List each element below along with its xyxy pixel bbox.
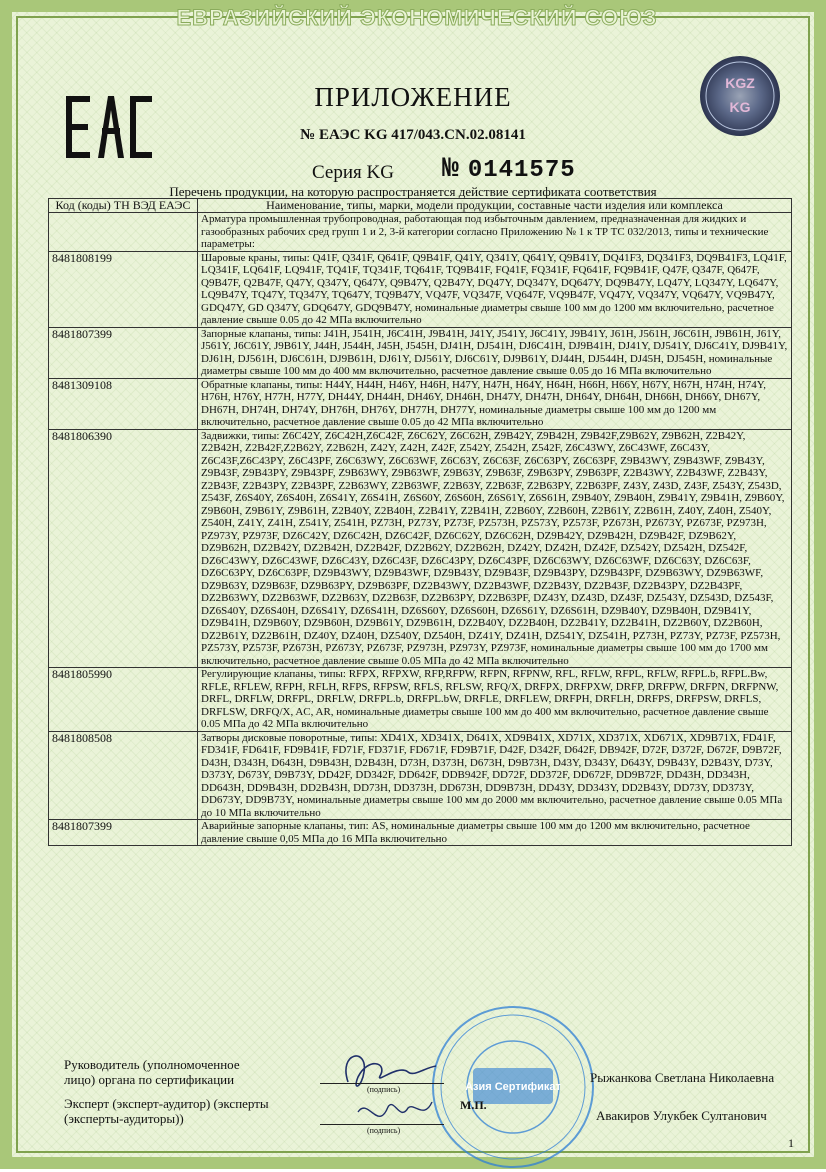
svg-text:KGZ: KGZ xyxy=(725,75,755,91)
row-code: 8481807399 xyxy=(49,327,198,378)
number-sign: № xyxy=(442,154,460,185)
row-text: Аварийные запорные клапаны, тип: AS, номинальные диаметры свыше 100 мм до 1200 мм включительно, расчетное давление свыше 0,05 МПа до 16 МПа включительно xyxy=(198,820,792,846)
seal-mark: М.П. xyxy=(460,1098,487,1112)
table-row xyxy=(49,731,792,820)
table-row xyxy=(49,378,792,429)
products-table xyxy=(48,198,792,846)
document-number: № ЕАЭС KG 417/043.CN.02.08141 xyxy=(300,127,526,143)
signature-caption-head: (подпись) xyxy=(367,1085,401,1094)
signature-line-head xyxy=(320,1083,444,1084)
row-code: 8481805990 xyxy=(49,668,198,732)
document-title: ПРИЛОЖЕНИЕ xyxy=(314,82,512,112)
stamp-text: Азия Сертификат xyxy=(465,1081,561,1093)
expert-name: Авакиров Улукбек Султанович xyxy=(596,1108,767,1123)
header-code: Код (коды) ТН ВЭД ЕАЭС xyxy=(49,199,198,213)
table-row xyxy=(49,668,792,732)
series-label: Серия KG xyxy=(312,162,394,183)
head-name: Рыжанкова Светлана Николаевна xyxy=(590,1070,775,1085)
banner-title: ЕВРАЗИЙСКИЙ ЭКОНОМИЧЕСКИЙ СОЮЗ xyxy=(176,5,658,30)
signature-line-expert xyxy=(320,1124,444,1125)
table-row xyxy=(49,820,792,846)
expert-label: Эксперт (эксперт-аудитор) (эксперты (эксперты-аудиторы)) xyxy=(64,1096,269,1126)
table-row xyxy=(49,213,792,252)
row-text: Шаровые краны, типы: Q41F, Q341F, Q641F, Q9B41F, Q41Y, Q341Y, Q641Y, Q9B41Y, DQ41F3, DQ341F3, DQ9B41F3, LQ41F, LQ341F, LQ641F, LQ941F, TQ41F, TQ341F, TQ641F, TQ9B41F, FQ41F, FQ341F, FQ641F, FQ9B41F, Q47F, Q347F, Q647F, Q9B47F, Q2B47F, Q47Y, Q347Y, Q647Y, Q9B47Y, Q2B47Y, DQ47Y, DQ347Y, DQ647Y, DQ9B47Y, LQ47Y, LQ347Y, LQ647Y, LQ9B47Y, TQ47Y, TQ347Y, TQ647Y, TQ9B47Y, VQ47F, VQ347F, VQ647F, VQ9B47F, VQ47Y, VQ347Y, VQ647Y, VQ9B47Y, GDQ47Y, GD Q347Y, GDQ647Y, GDQ9B47Y, номинальные диаметры свыше 100 мм до 1200 мм включительно, расчетное давление свыше 0.05 до 42 МПа включительно xyxy=(198,251,792,327)
head-label: Руководитель (уполномоченное лицо) органа по сертификации xyxy=(64,1057,240,1087)
certification-stamp xyxy=(428,1002,598,1172)
row-text: Затворы дисковые поворотные, типы: XD41X, XD341X, D641X, XD9B41X, XD71X, XD371X, XD671X, XD9B71X, FD41F, FD341F, FD641F, FD9B41F, FD71F, FD371F, FD671F, FD9B71F, D42F, D342F, D642F, DB942F, D72F, D372F, D672F, D9B72F, D43H, D343H, D643H, D9B43H, D2B43H, D73H, D373H, D673H, D9B73H, D43Y, D343Y, D643Y, D9B43Y, D2B43Y, D73Y, D373Y, D673Y, D9B73Y, DD42F, DD342F, DD642F, DDB942F, DD72F, DD372F, DD672F, DD9B72F, DD43H, DD343H, DD643H, DD9B43H, DD2B43H, DD73H, DD373H, DD673H, DD9B73H, DD43Y, DD343Y, DD2B43Y, DD73Y, DD373Y, DD673Y, DD9B73Y, номинальные диаметры свыше 100 мм до 2000 мм включительно, расчетное давление свыше 0.05 МПа до 10 МПа включительно xyxy=(198,731,792,820)
row-code: 8481808508 xyxy=(49,731,198,820)
table-row xyxy=(49,327,792,378)
row-text: Запорные клапаны, типы: J41H, J541H, J6C41H, J9B41H, J41Y, J541Y, J6C41Y, J9B41Y, J61H, J561H, J6C61H, J9B61H, J61Y, J561Y, J6C61Y, J9B61Y, J44H, J544H, J45H, J545H, DJ41H, DJ541H, DJ6C41H, DJ9B41H, DJ41Y, DJ541Y, DJ6C41Y, DJ9B41Y, DJ61H, DJ561H, DJ6C61H, DJ9B61H, DJ61Y, DJ561Y, DJ6C61Y, DJ9B61Y, DJ44H, DJ544H, DJ45H, DJ545H, номинальные диаметры свыше 100 мм до 400 мм включительно, расчетное давление свыше 0.05 до 16 МПа включительно xyxy=(198,327,792,378)
row-code xyxy=(49,213,198,252)
series-number: 0141575 xyxy=(467,157,576,184)
list-caption: Перечень продукции, на которую распространяется действие сертификата соответствия xyxy=(169,184,657,199)
row-code: 8481806390 xyxy=(49,429,198,668)
row-text: Регулирующие клапаны, типы: RFPX, RFPXW, RFP,RFPW, RFPN, RFPNW, RFL, RFLW, RFPL, RFLW, RFPL.b, RFPL.Bw, RFLE, RFLEW, RFPH, RFLH, RFPS, RFPSW, RFLS, RFLSW, RFQ/X, DRFPX, DRFPXW, DRFP, DRFPW, DRFPN, DRFPNW, DRFL, DRFLW, DRFPL, DRFLW, DRFPL.b, DRFPL.bW, DRFLE, DRFLEW, DRFPH, DRFLH, DRFPS, DRFPSW, DRFLS, DRFLSW, DRFQ/X, AC, AR, номинальные диаметры свыше 100 мм до 400 мм включительно, расчетное давление свыше 0.05 МПа до 42 МПа включительно xyxy=(198,668,792,732)
header-name: Наименование, типы, марки, модели продукции, составные части изделия или комплекса xyxy=(198,199,792,213)
row-text: Арматура промышленная трубопроводная, работающая под избыточным давлением, предназначенная для жидких и газообразных рабочих сред групп 1 и 2, 3-й категории согласно Приложению № 1 к ТР ТС 032/2013, типы и технические параметры: xyxy=(198,213,792,252)
series-number-block xyxy=(442,154,576,185)
table-row xyxy=(49,429,792,668)
row-code: 8481807399 xyxy=(49,820,198,846)
page-number: 1 xyxy=(788,1136,794,1150)
row-code: 8481808199 xyxy=(49,251,198,327)
signature-caption-expert: (подпись) xyxy=(367,1126,401,1135)
table-row xyxy=(49,251,792,327)
svg-text:KG: KG xyxy=(729,99,751,115)
row-text: Обратные клапаны, типы: H44Y, H44H, H46Y, H46H, H47Y, H47H, H64Y, H64H, H66H, H66Y, H67Y, H67H, H74H, H74Y, H76H, H76Y, H77H, H77Y, DH44Y, DH44H, DH46Y, DH46H, DH47Y, DH47H, DH64Y, DH64H, DH66H, DH66Y, DH67Y, DH67H, DH74H, DH74Y, DH76H, DH76Y, DH77H, DH77Y, номинальные диаметры свыше 100 мм до 1200 мм включительно, расчетное давление свыше 0.05 до 42 МПа включительно xyxy=(198,378,792,429)
row-code: 8481309108 xyxy=(49,378,198,429)
table-header-row xyxy=(49,199,792,213)
row-text: Задвижки, типы: Z6C42Y, Z6C42H,Z6C42F, Z6C62Y, Z6C62H, Z9B42Y, Z9B42H, Z9B42F,Z9B62Y, Z9B62H, Z2B42Y, Z2B42H, Z2B42F,Z2B62Y, Z2B62H, Z42Y, Z42H, Z42F, Z542Y, Z542H, Z542F, Z6C43WY, Z6C43WF, Z6C43Y, Z6C43F,Z6C43PY, Z6C43PF, Z6C63WY, Z6C63WF, Z6C63Y, Z6C63F, Z6C63PY, Z6C63PF, Z9B43WY, Z9B43WF, Z9B43Y, Z9B43F, Z9B43PY, Z9B43PF, Z9B63WY, Z9B63WF, Z9B63Y, Z9B63F, Z9B63PY, Z9B63PF, Z2B43WY, Z2B43WF, Z2B43Y, Z2B43F, Z2B43PY, Z2B43PF, Z2B63WY, Z2B63WF, Z2B63Y, Z2B63F, Z2B63PY, Z2B63PF, Z43Y, Z43D, Z43F, Z543Y, Z543D, Z543F, Z6S40Y, Z6S40H, Z6S41Y, Z6S41H, Z6S60Y, Z6S60H, Z6S61Y, Z6S61H, Z9B40Y, Z9B40H, Z9B41Y, Z9B41H, Z9B60Y, Z9B60H, Z9B61Y, Z9B61H, Z2B40Y, Z2B40H, Z2B41Y, Z2B41H, Z2B60Y, Z2B60H, Z2B61Y, Z2B61H, Z40Y, Z40H, Z540Y, Z540H, Z41Y, Z41H, Z541Y, Z541H, PZ73H, PZ73Y, PZ73F, PZ573H, PZ573Y, PZ573F, PZ673H, PZ673Y, PZ673F, PZ973H, PZ973Y, PZ973F, DZ6C42Y, DZ6C42H, DZ6C42F, DZ6C62Y, DZ6C62H, DZ9B42Y, DZ9B42H, DZ9B42F, DZ9B62Y, DZ9B62H, DZ2B42Y, DZ2B42H, DZ2B42F, DZ2B62Y, DZ2B62H, DZ42Y, DZ42H, DZ42F, DZ542Y, DZ542H, DZ542F, DZ6C43WY, DZ6C43WF, DZ6C43Y, DZ6C43F, DZ6C43PY, DZ6C43PF, DZ6C63WY, DZ6C63WF, DZ6C63Y, DZ6C63F, DZ6C63PY, DZ6C63PF, DZ9B43WY, DZ9B43WF, DZ9B43Y, DZ9B43F, DZ9B43PY, DZ9B43PF, DZ9B63WY, DZ9B63WF, DZ9B63Y, DZ9B63F, DZ9B63PY, DZ9B63PF, DZ2B43WY, DZ2B43WF, DZ2B43Y, DZ2B43F, DZ2B43PY, DZ2B43PF, DZ2B63WY, DZ2B63WF, DZ2B63Y, DZ2B63F, DZ2B63PY, DZ2B63PF, DZ43Y, DZ43D, DZ43F, DZ543Y, DZ543D, DZ543F, DZ6S40Y, DZ6S40H, DZ6S41Y, DZ6S41H, DZ6S60Y, DZ6S60H, DZ6S61Y, DZ6S61H, DZ9B40Y, DZ9B40H, DZ9B41Y, DZ9B41H, DZ9B60Y, DZ9B60H, DZ9B61Y, DZ9B61H, DZ2B40Y, DZ2B40H, DZ2B41Y, DZ2B41H, DZ2B60Y, DZ2B60H, DZ2B61Y, DZ2B61H, DZ40Y, DZ40H, DZ540Y, DZ540H, DZ41Y, DZ41H, DZ541Y, DZ541H, PZ73H, PZ73Y, PZ73F, PZ573H, PZ573Y, PZ573F, PZ673H, PZ673Y, PZ673F, PZ973H, PZ973Y, PZ973F, номинальные диаметры свыше 100 мм до 1700 мм включительно, расчетное давление свыше 0.05 МПа до 42 МПа включительно xyxy=(198,429,792,668)
